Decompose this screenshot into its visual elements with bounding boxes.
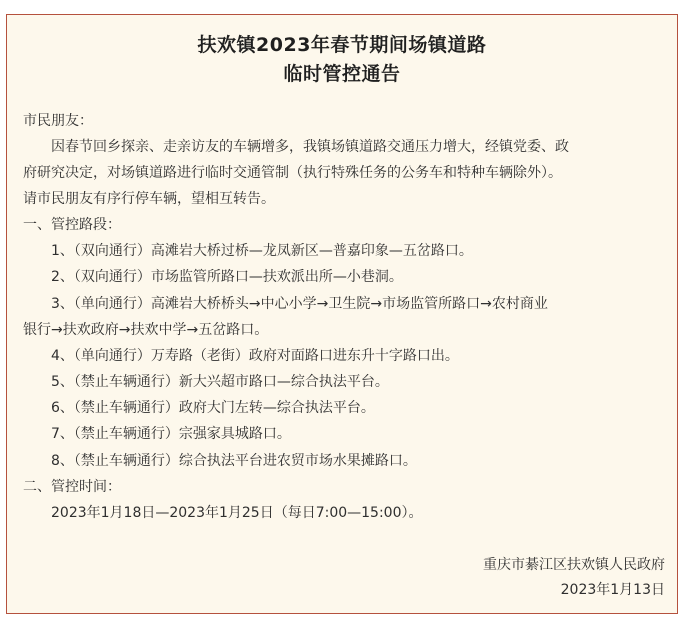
issue-date: 2023年1月13日 bbox=[560, 582, 665, 598]
road-item-2: 2、（双向通行）市场监管所路口—扶欢派出所—小巷洞。 bbox=[51, 269, 403, 285]
control-period: 2023年1月18日—2023年1月25日（每日7:00—15:00）。 bbox=[51, 505, 423, 521]
notice-title-line-1: 扶欢镇2023年春节期间场镇道路 bbox=[197, 34, 487, 56]
road-item-1: 1、（双向通行）高滩岩大桥过桥—龙凤新区—普嘉印象—五岔路口。 bbox=[51, 243, 473, 259]
road-item-5: 5、（禁止车辆通行）新大兴超市路口—综合执法平台。 bbox=[51, 374, 389, 390]
road-item-3-continued: 银行→扶欢政府→扶欢中学→五岔路口。 bbox=[23, 322, 269, 338]
intro-line-3: 请市民朋友有序行停车辆，望相互转告。 bbox=[23, 191, 275, 207]
intro-line-1: 因春节回乡探亲、走亲访友的车辆增多，我镇场镇道路交通压力增大，经镇党委、政 bbox=[51, 139, 569, 155]
road-item-4: 4、（单向通行）万寿路（老街）政府对面路口进东升十字路口出。 bbox=[51, 348, 459, 364]
road-item-3: 3、（单向通行）高滩岩大桥桥头→中心小学→卫生院→市场监管所路口→农村商业 bbox=[51, 296, 548, 312]
road-item-6: 6、（禁止车辆通行）政府大门左转—综合执法平台。 bbox=[51, 400, 375, 416]
road-item-8: 8、（禁止车辆通行）综合执法平台进农贸市场水果摊路口。 bbox=[51, 453, 417, 469]
section-2-heading: 二、管控时间： bbox=[23, 479, 121, 495]
intro-line-2: 府研究决定，对场镇道路进行临时交通管制（执行特殊任务的公务车和特种车辆除外）。 bbox=[23, 165, 562, 181]
greeting: 市民朋友： bbox=[23, 113, 93, 129]
notice-title-line-2: 临时管控通告 bbox=[283, 63, 401, 85]
road-item-7: 7、（禁止车辆通行）宗强家具城路口。 bbox=[51, 426, 291, 442]
notice-panel bbox=[6, 14, 678, 614]
section-1-heading: 一、管控路段： bbox=[23, 217, 121, 233]
issuing-organization: 重庆市綦江区扶欢镇人民政府 bbox=[483, 557, 665, 573]
